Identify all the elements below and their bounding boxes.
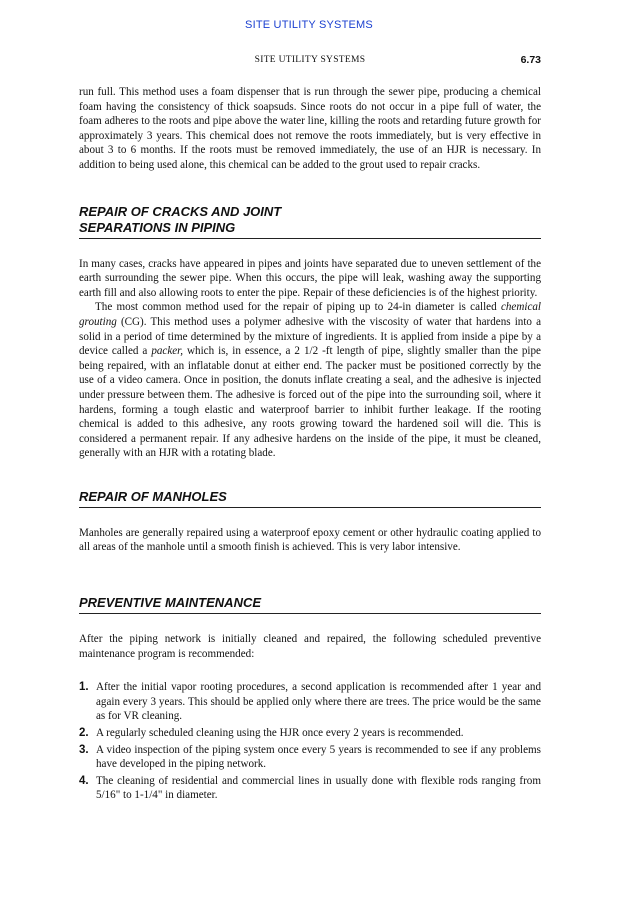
- list-item-text: The cleaning of residential and commercial lines in usually done with flexible rods ranging from 5/16" to 1-1/4" in diameter.: [96, 774, 541, 802]
- running-head: [79, 55, 541, 69]
- list-item-number: 1.: [79, 681, 89, 694]
- list-item-text: A video inspection of the piping system once every 5 years is recommended to see if any problems have developed in the piping network.: [96, 743, 541, 771]
- maintenance-list: [79, 680, 541, 803]
- section-heading-text: REPAIR OF CRACKS AND JOINT SEPARATIONS IN PIPING: [79, 203, 282, 235]
- paragraph-text: (CG). This method uses a polymer adhesive with the viscosity of water that hardens into a solid in a period of time determined by the mixture of ingredients. It is applied from inside a pipe by a device called a: [79, 315, 541, 358]
- cracks-paragraph-2: [79, 300, 541, 461]
- paragraph-text: The most common method used for the repair of piping up to 24-in diameter is called: [95, 301, 497, 314]
- page-number: 6.73: [520, 54, 541, 66]
- list-item-text: A regularly scheduled cleaning using the HJR once every 2 years is recommended.: [96, 727, 464, 740]
- term-chemical-grouting: chemical grouting: [79, 301, 541, 328]
- list-item-number: 4.: [79, 774, 89, 787]
- manholes-paragraph: Manholes are generally repaired using a waterproof epoxy cement or other hydraulic coating applied to all areas of the manhole until a smooth finish is achieved. This is very labor intensive.: [79, 526, 541, 554]
- list-item-number: 3.: [79, 743, 89, 756]
- list-item: [79, 743, 541, 772]
- list-item: [79, 726, 541, 741]
- section-heading-repair-cracks: [79, 204, 541, 239]
- document-body: [79, 85, 541, 805]
- list-item-text: After the initial vapor rooting procedures, a second application is recommended after 1 year and again every 3 years. This should be applied only where there are trees. The price would be the same as for VR cleaning.: [96, 681, 541, 723]
- intro-paragraph: run full. This method uses a foam dispenser that is run through the sewer pipe, producing a chemical foam having the consistency of thick soapsuds. Since roots do not occur in a pipe full of water, the foam adheres to the roots and pipe above the water line, killing the roots and retarding future growth for approximately 3 years. This chemical does not remove the roots immediately, but is very effective in about 3 to 6 months. If the roots must be removed immediately, the use of an HJR is necessary. In addition to being used alone, this chemical can be added to the grout used to repair cracks.: [79, 86, 541, 171]
- running-head-title: SITE UTILITY SYSTEMS: [254, 55, 366, 65]
- list-item: [79, 680, 541, 724]
- section-heading-preventive-maintenance: PREVENTIVE MAINTENANCE: [79, 595, 541, 614]
- section-heading-repair-manholes: REPAIR OF MANHOLES: [79, 489, 541, 508]
- list-item-number: 2.: [79, 727, 89, 740]
- document-banner: SITE UTILITY SYSTEMS: [245, 19, 373, 31]
- paragraph-text: which is, in essence, a 2 1/2 -ft length of pipe, slightly smaller than the pipe being repaired, with an inflatable donut at either end. The packer must be positioned correctly by the use of a video camera. Once in position, the donuts inflate creating a seal, and the adhesive is injected under pressure between them. The adhesive is forced out of the pipe into the surrounding soil, where it hardens, forming a tough elastic and waterproof barrier to inhibit further leakage. If the rooting chemical is added to this adhesive, any roots growing toward the hardened soil will die. This is considered a permanent repair. If any adhesive hardens on the inside of the pipe, it must be cleaned, generally with an HJR with a rotating blade.: [79, 345, 541, 460]
- maintenance-paragraph: After the piping network is initially cleaned and repaired, the following scheduled preventive maintenance program is recommended:: [79, 633, 541, 660]
- list-item: [79, 774, 541, 803]
- term-packer: packer,: [151, 345, 184, 358]
- cracks-paragraph-1: In many cases, cracks have appeared in pipes and joints have separated due to uneven settlement of the earth surrounding the sewer pipe. When this occurs, the pipe will leak, washing away the supporting earth fill and also allowing roots to enter the pipe. Repair of these deficiencies is of the highest priority.: [79, 257, 541, 299]
